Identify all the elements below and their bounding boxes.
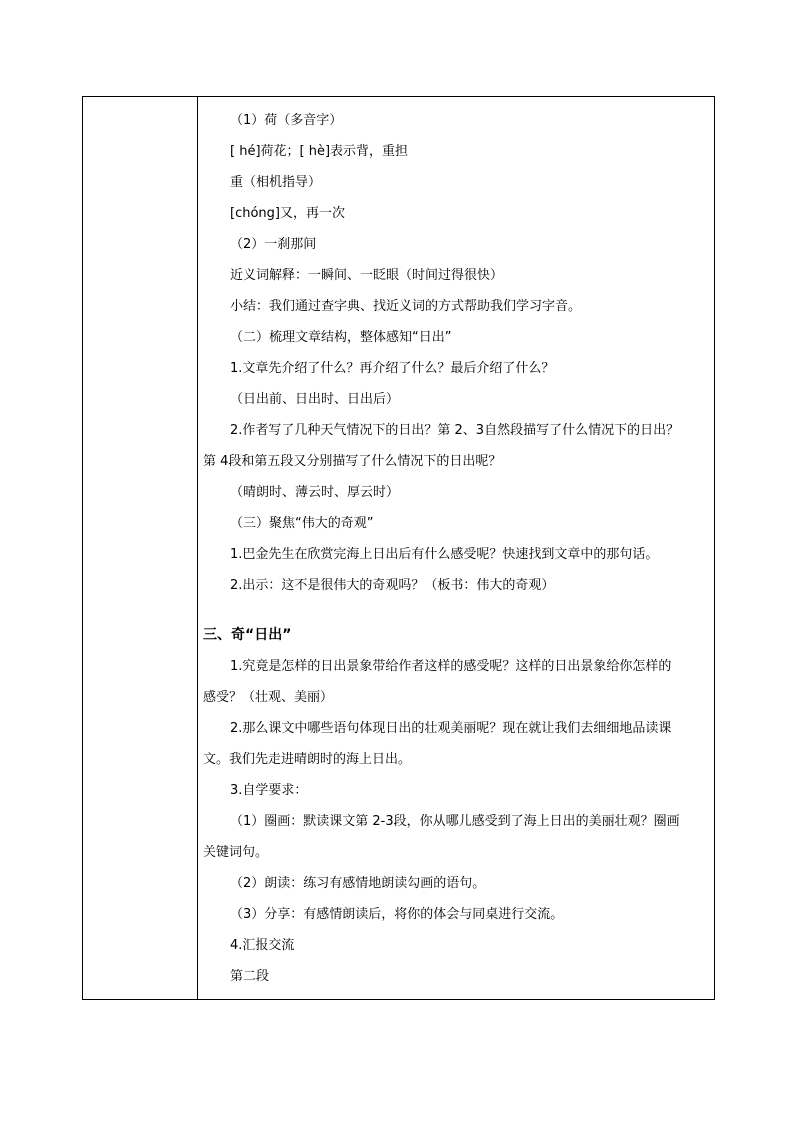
text-line: （二）梳理文章结构，整体感知“日出” xyxy=(230,330,452,345)
column-divider xyxy=(197,97,198,999)
text-line: （2）朗读：练习有感情地朗读勾画的语句。 xyxy=(230,876,486,891)
text-line: 3.自学要求： xyxy=(230,783,308,798)
lesson-content xyxy=(203,105,711,992)
text-line: 第 4段和第五段又分别描写了什么情况下的日出呢？ xyxy=(203,454,502,469)
text-line: （3）分享：有感情朗读后，将你的体会与同桌进行交流。 xyxy=(230,907,564,922)
text-line: 2.出示：这不是很伟大的奇观吗？（板书：伟大的奇观） xyxy=(230,578,555,593)
text-line: （晴朗时、薄云时、厚云时） xyxy=(230,485,400,500)
text-line: 近义词解释：一瞬间、一眨眼（时间过得很快） xyxy=(230,268,504,283)
text-line: [chóng]又，再一次 xyxy=(230,206,345,221)
text-line: （日出前、日出时、日出后） xyxy=(230,392,400,407)
text-line: （1）荷（多音字） xyxy=(230,113,343,128)
text-line: 1.文章先介绍了什么？再介绍了什么？最后介绍了什么？ xyxy=(230,361,555,376)
text-line: （三）聚焦“伟大的奇观” xyxy=(230,516,374,531)
section-heading: 三、奇“日出” xyxy=(203,627,292,643)
lesson-table xyxy=(82,96,715,1000)
text-line: 2.那么课文中哪些语句体现日出的壮观美丽呢？现在就让我们去细细地品读课 xyxy=(230,721,672,736)
text-line: 2.作者写了几种天气情况下的日出？第 2、3自然段描写了什么情况下的日出？ xyxy=(230,423,680,438)
text-line: （2）一刹那间 xyxy=(230,237,317,252)
text-line: 文。我们先走进晴朗时的海上日出。 xyxy=(203,752,412,767)
text-line: 感受？（壮观、美丽） xyxy=(203,690,334,705)
text-line: 1.究竟是怎样的日出景象带给作者这样的感受呢？这样的日出景象给你怎样的 xyxy=(230,659,672,674)
text-line: 4.汇报交流 xyxy=(230,938,295,953)
text-line: [ hé]荷花；[ hè]表示背，重担 xyxy=(230,144,409,159)
text-line: 1.巴金先生在欣赏完海上日出后有什么感受呢？快速找到文章中的那句话。 xyxy=(230,547,659,562)
text-line: 关键词句。 xyxy=(203,845,269,860)
text-line: （1）圈画：默读课文第 2-3段，你从哪儿感受到了海上日出的美丽壮观？圈画 xyxy=(230,814,680,829)
text-line: 小结：我们通过查字典、找近义词的方式帮助我们学习字音。 xyxy=(230,299,582,314)
section-gap xyxy=(203,601,711,620)
text-line: 重（相机指导） xyxy=(230,175,322,190)
left-cell-empty xyxy=(83,97,197,999)
text-line: 第二段 xyxy=(230,969,270,984)
